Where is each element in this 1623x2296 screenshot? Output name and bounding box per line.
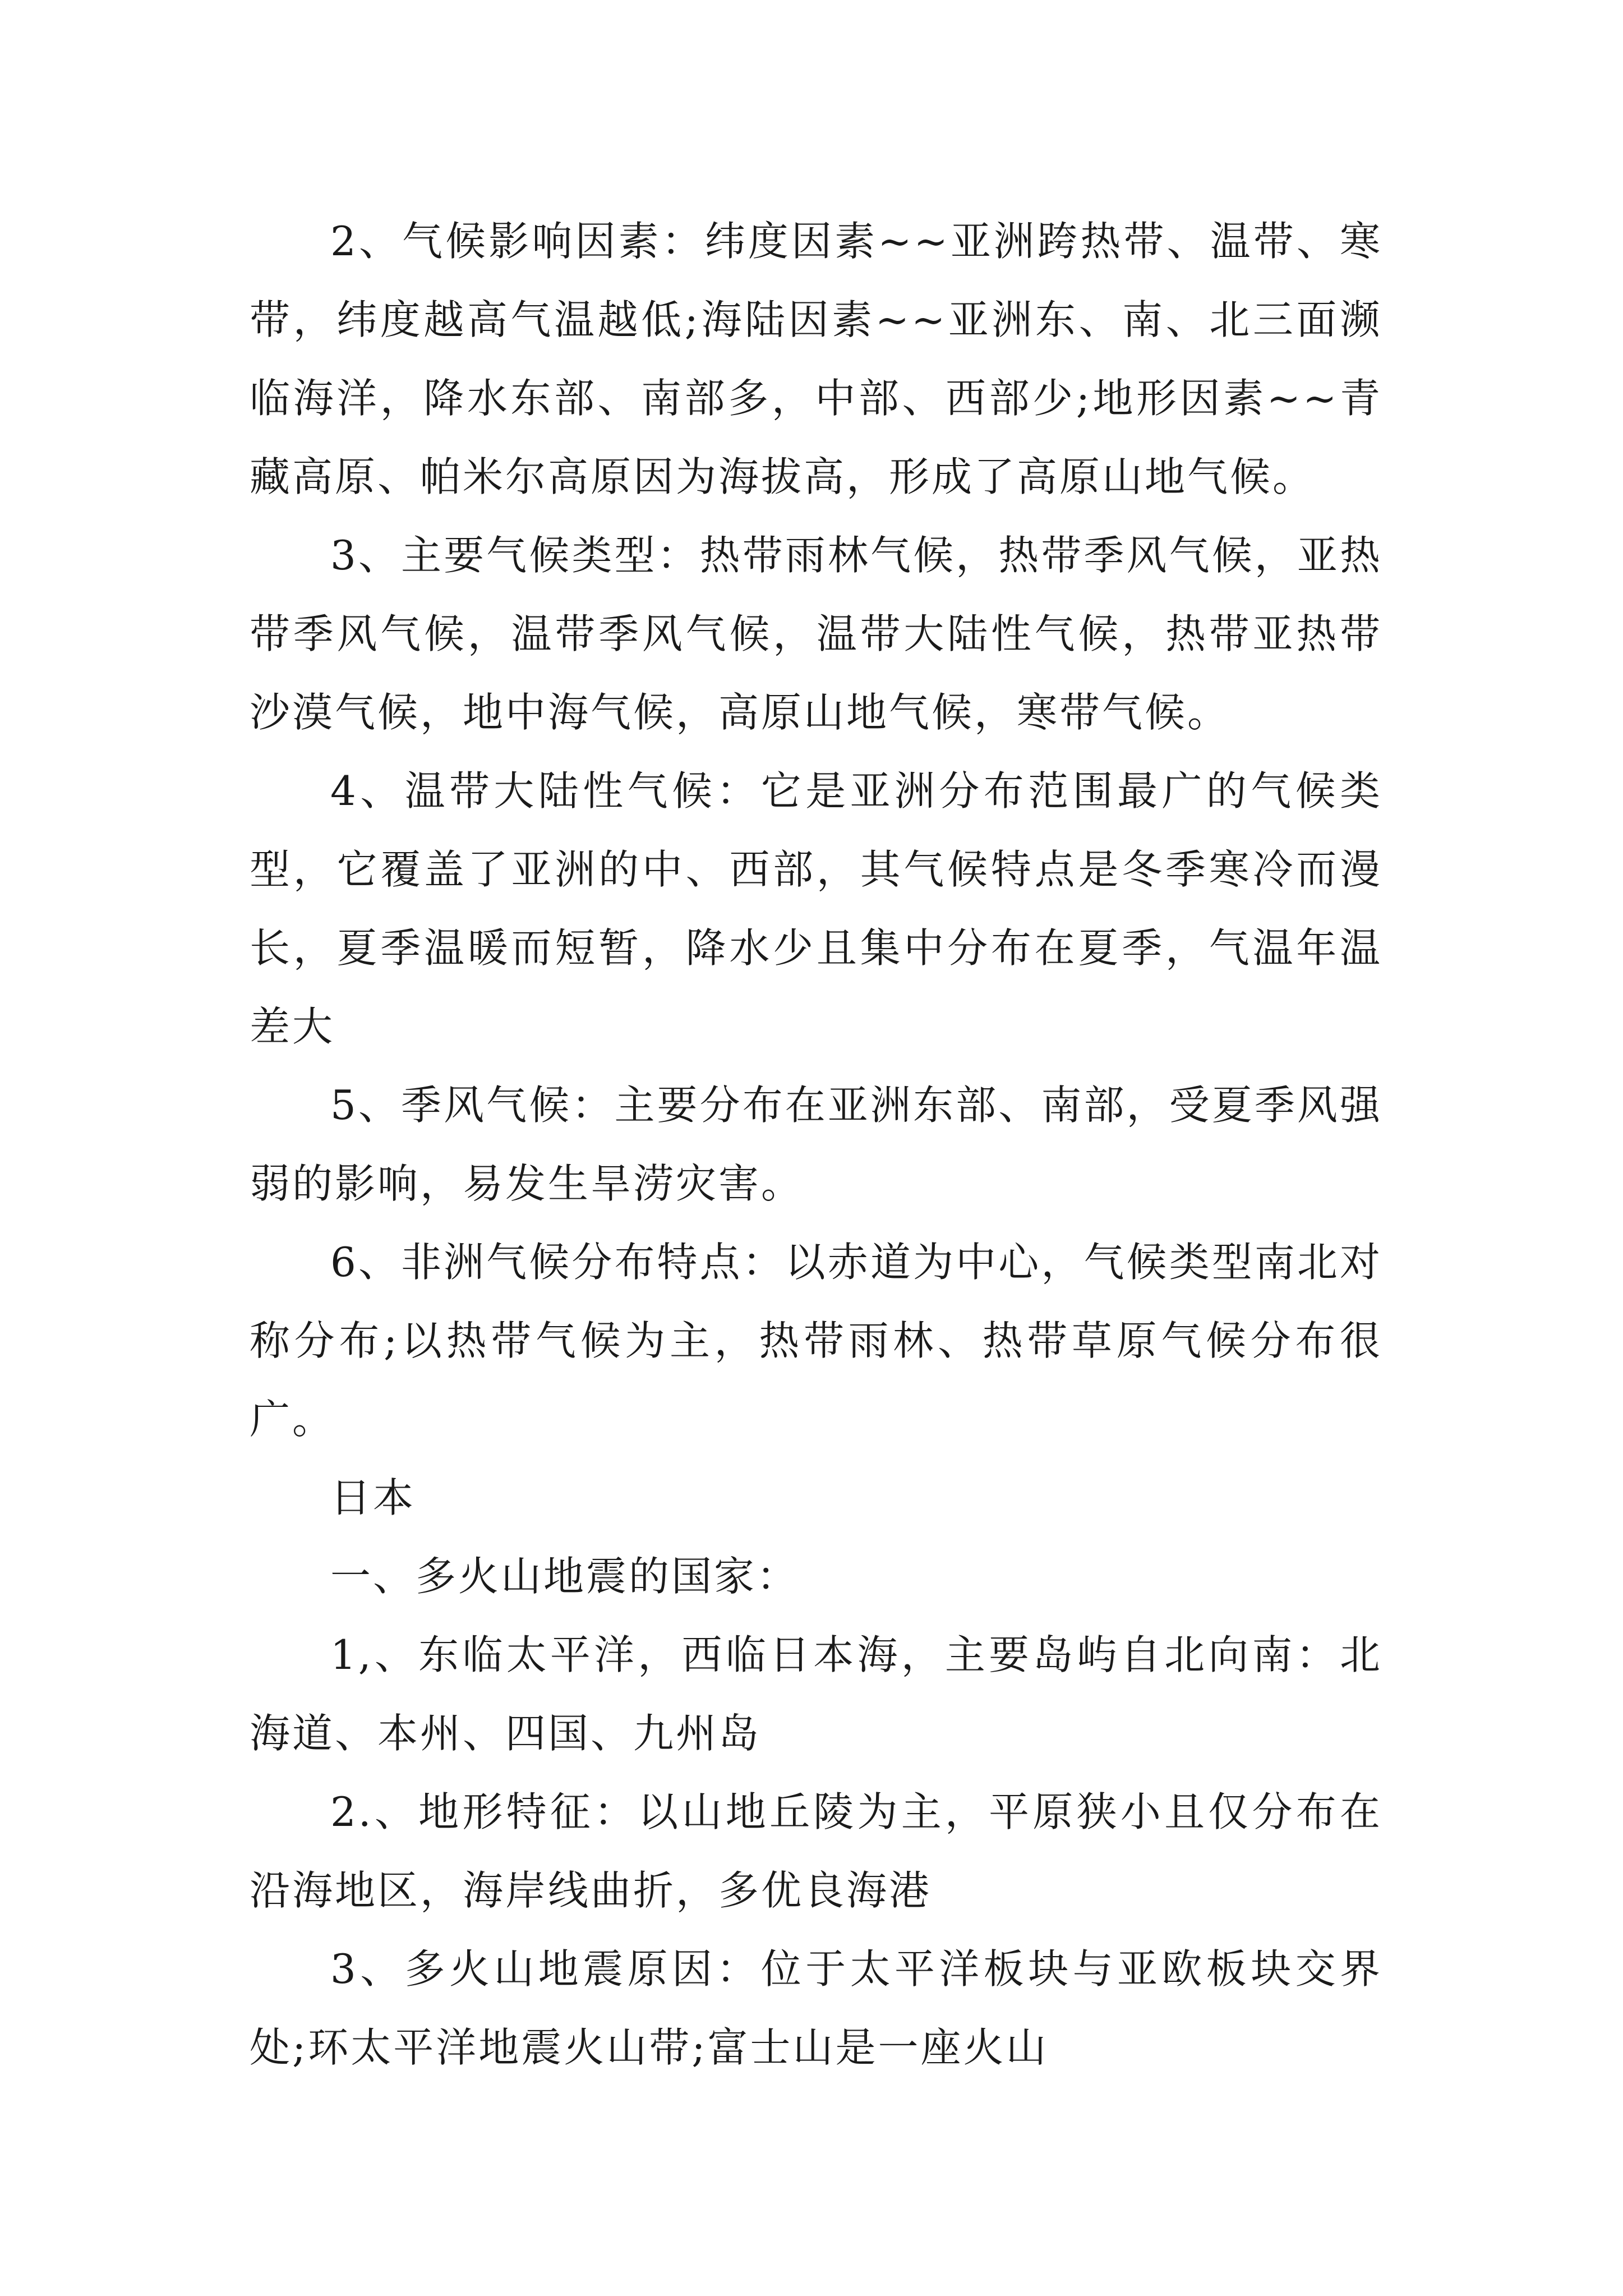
section-heading-japan: 日本 xyxy=(330,1474,416,1521)
paragraph-climate-factors: 2、气候影响因素：纬度因素~~亚洲跨热带、温带、寒带，纬度越高气温越低;海陆因素~~亚洲东、南、北三面濒临海洋，降水东部、南部多，中部、西部少;地形因素~~青藏高原、帕米尔高原因为海拔高，形成了高原山地气候。 xyxy=(250,218,1382,500)
paragraph-climate-types: 3、主要气候类型：热带雨林气候，热带季风气候，亚热带季风气候，温带季风气候，温带大陆性气候，热带亚热带沙漠气候，地中海气候，高原山地气候，寒带气候。 xyxy=(250,532,1382,736)
subheading-volcano-earthquake: 一、多火山地震的国家： xyxy=(330,1553,800,1600)
paragraph-japan-location: 1,、东临太平洋，西临日本海，主要岛屿自北向南：北海道、本州、四国、九州岛 xyxy=(250,1631,1382,1757)
paragraph-temperate-continental: 4、温带大陆性气候：它是亚洲分布范围最广的气候类型，它覆盖了亚洲的中、西部，其气候特点是冬季寒冷而漫长，夏季温暖而短暂，降水少且集中分布在夏季，气温年温差大 xyxy=(250,767,1382,1050)
paragraph-japan-volcano-cause: 3、多火山地震原因：位于太平洋板块与亚欧板块交界处;环太平洋地震火山带;富士山是一座火山 xyxy=(250,1945,1382,2071)
paragraph-africa-climate: 6、非洲气候分布特点：以赤道为中心，气候类型南北对称分布;以热带气候为主，热带雨林、热带草原气候分布很广。 xyxy=(250,1239,1382,1443)
paragraph-monsoon: 5、季风气候：主要分布在亚洲东部、南部，受夏季风强弱的影响，易发生旱涝灾害。 xyxy=(250,1082,1382,1207)
paragraph-japan-terrain: 2.、地形特征：以山地丘陵为主，平原狭小且仅分布在沿海地区，海岸线曲折，多优良海港 xyxy=(250,1788,1382,1914)
document-body xyxy=(250,202,1382,2087)
